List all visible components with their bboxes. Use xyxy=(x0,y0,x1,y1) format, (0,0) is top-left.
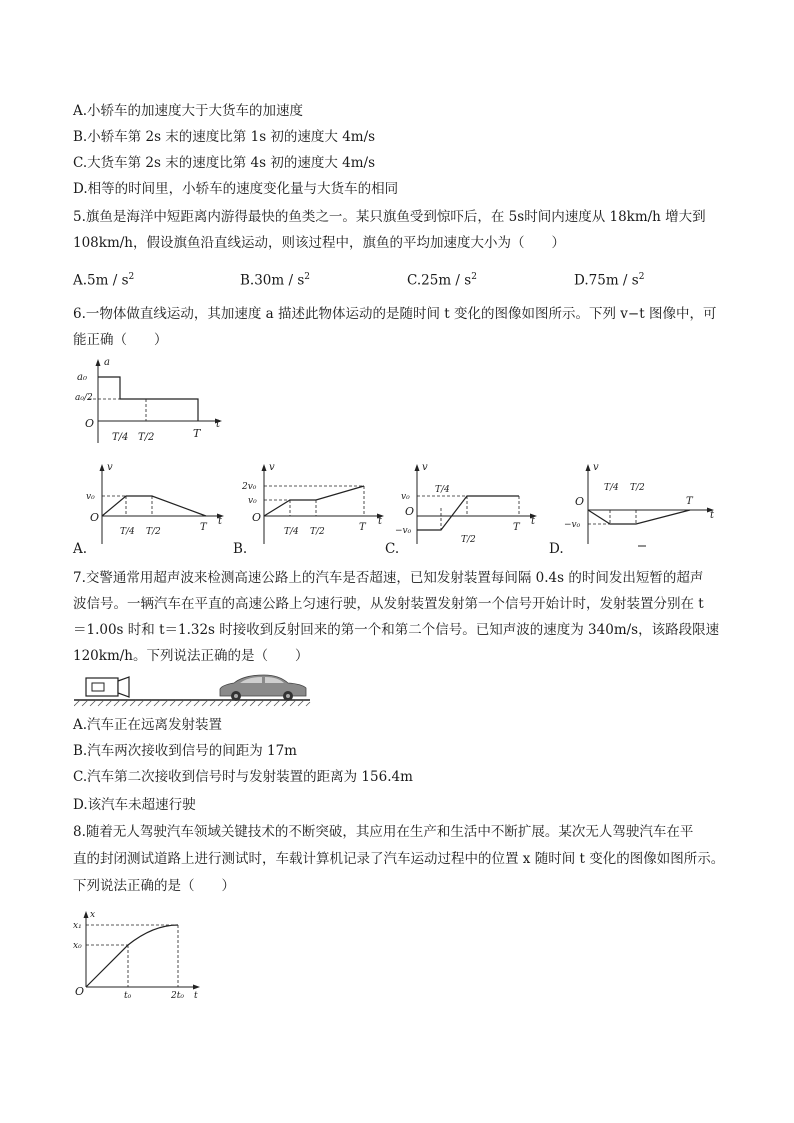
t-axis-label: t xyxy=(194,991,198,1001)
q6-at-graph xyxy=(70,355,230,455)
t-full-label: T xyxy=(193,427,201,440)
q7-road-illustration xyxy=(74,670,314,710)
q6-vt-graph-c xyxy=(393,460,543,550)
t-half-label: T/2 xyxy=(138,432,155,443)
q5-stem-line2: 108km/h，假设旗鱼沿直线运动，则该过程中，旗鱼的平均加速度大小为（ ） xyxy=(73,235,565,251)
svg-text:T: T xyxy=(200,522,207,533)
q5-options xyxy=(73,272,733,292)
a0-half-label: a₀/2 xyxy=(75,393,93,403)
x0-label: x₀ xyxy=(73,941,82,951)
svg-text:v₀: v₀ xyxy=(248,496,257,506)
t0-label: t₀ xyxy=(124,991,132,1001)
two-t0-label: 2t₀ xyxy=(171,991,184,1001)
q5-stem-line1: 5.旗鱼是海洋中短距离内游得最快的鱼类之一。某只旗鱼受到惊吓后，在 5s时间内速度从 18km/h 增大到 xyxy=(73,209,706,225)
a0-label: a₀ xyxy=(77,372,87,383)
q7-stem-line4: 120km/h。下列说法正确的是（ ） xyxy=(73,648,309,664)
svg-text:−v₀: −v₀ xyxy=(564,520,581,530)
svg-text:T/2: T/2 xyxy=(630,483,645,493)
svg-text:T/4: T/4 xyxy=(120,527,135,537)
q6-vt-graph-a xyxy=(80,460,230,550)
q5-option-b: $B.30m / s^2$ xyxy=(240,272,310,289)
q8-stem-line1: 8.随着无人驾驶汽车领域关键技术的不断突破，其应用在生产和生活中不断扩展。某次无人驾驶汽车在平 xyxy=(73,824,694,840)
svg-text:−v₀: −v₀ xyxy=(395,526,412,536)
svg-text:O: O xyxy=(90,511,100,524)
q4-option-c: C.大货车第 2s 末的速度比第 4s 初的速度大 4m/s xyxy=(73,155,375,171)
origin-label: O xyxy=(85,417,95,430)
q6-stem-line1: 6.一物体做直线运动，其加速度 a 描述此物体运动的是随时间 t 变化的图像如图所示。下列 v−t 图像中，可 xyxy=(73,306,717,322)
q6-stem-line2: 能正确（ ） xyxy=(73,332,168,348)
q7-option-c: C.汽车第二次接收到信号时与发射装置的距离为 156.4m xyxy=(73,769,413,785)
svg-text:2v₀: 2v₀ xyxy=(242,482,257,492)
svg-text:v: v xyxy=(422,462,428,473)
q5-option-a: $A.5m / s^2$ xyxy=(73,272,135,289)
q7-stem-line3: ＝1.00s 时和 t＝1.32s 时接收到反射回来的第一个和第二个信号。已知声波的速度为 340m/s，该路段限速 xyxy=(73,622,720,638)
svg-text:v: v xyxy=(107,462,113,473)
q6-choice-b-label: B. xyxy=(233,541,248,557)
a-axis-label: a xyxy=(104,357,110,368)
q6-choice-c-label: C. xyxy=(385,541,400,557)
t-axis-label: t xyxy=(216,419,221,430)
svg-text:T/2: T/2 xyxy=(146,527,161,537)
origin-label: O xyxy=(75,985,85,998)
svg-text:T/4: T/4 xyxy=(604,483,619,493)
svg-text:t: t xyxy=(218,516,223,527)
svg-text:T/2: T/2 xyxy=(310,527,325,537)
q6-vt-graph-d xyxy=(560,460,720,550)
svg-text:T/2: T/2 xyxy=(461,535,476,545)
q6-choice-a-label: A. xyxy=(73,541,88,557)
q5-option-c: $C.25m / s^2$ xyxy=(407,272,477,289)
svg-text:v₀: v₀ xyxy=(86,492,95,502)
x1-label: x₁ xyxy=(73,921,82,931)
q4-option-d: D.相等的时间里，小轿车的速度变化量与大货车的相同 xyxy=(73,181,399,197)
t-quarter-label: T/4 xyxy=(112,432,129,443)
svg-text:T: T xyxy=(359,522,366,533)
q8-xt-graph xyxy=(68,905,208,1005)
q5-option-d: $D.75m / s^2$ xyxy=(574,272,645,289)
svg-text:t: t xyxy=(710,510,715,521)
svg-text:v: v xyxy=(269,462,275,473)
svg-text:T/4: T/4 xyxy=(284,527,299,537)
x-axis-label: x xyxy=(90,910,96,920)
svg-text:O: O xyxy=(405,505,415,518)
q4-option-a: A.小轿车的加速度大于大货车的加速度 xyxy=(73,103,304,119)
q7-stem-line1: 7.交警通常用超声波来检测高速公路上的汽车是否超速，已知发射装置每间隔 0.4s 的时间发出短暂的超声 xyxy=(73,570,704,586)
q7-option-a: A.汽车正在远离发射装置 xyxy=(73,717,223,733)
svg-text:O: O xyxy=(575,495,585,508)
q4-option-b: B.小轿车第 2s 末的速度比第 1s 初的速度大 4m/s xyxy=(73,129,376,145)
car-image xyxy=(220,675,306,701)
svg-text:v: v xyxy=(593,462,599,473)
svg-text:v₀: v₀ xyxy=(401,492,410,502)
svg-text:t: t xyxy=(378,516,383,527)
q7-option-b: B.汽车两次接收到信号的间距为 17m xyxy=(73,743,297,759)
svg-text:T/4: T/4 xyxy=(435,485,450,495)
q7-option-d: D.该汽车未超速行驶 xyxy=(73,797,196,813)
q8-stem-line2: 直的封闭测试道路上进行测试时，车载计算机记录了汽车运动过程中的位置 x 随时间 t 变化的图像如图所示。 xyxy=(73,851,725,867)
q6-vt-graph-b xyxy=(240,460,390,550)
svg-text:O: O xyxy=(252,511,262,524)
svg-text:T: T xyxy=(513,522,520,533)
svg-text:t: t xyxy=(531,516,536,527)
q7-stem-line2: 波信号。一辆汽车在平直的高速公路上匀速行驶，从发射装置发射第一个信号开始计时，发射装置分别在 t xyxy=(73,596,704,612)
q8-stem-line3: 下列说法正确的是（ ） xyxy=(73,878,235,894)
q6-choice-d-label: D. xyxy=(549,541,564,557)
svg-text:T: T xyxy=(686,496,693,507)
